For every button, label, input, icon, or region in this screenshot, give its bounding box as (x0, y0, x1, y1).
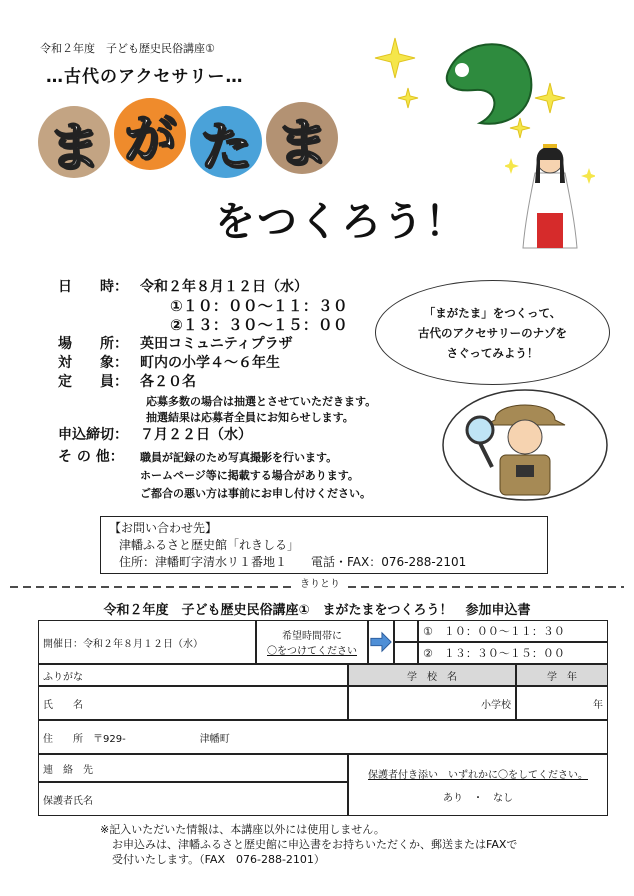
title-char-3: た (190, 106, 262, 178)
date-cell: 開催日：令和２年８月１２日（水） (38, 620, 256, 664)
contact-org: 津幡ふるさと歴史館「れきしる」 (119, 538, 300, 552)
other-note-1: 職員が記録のため写真撮影を行います。 (140, 451, 338, 464)
guardian-cell (348, 754, 608, 816)
preference-line-1: 希望時間帯に (282, 631, 342, 642)
guardian-name-field[interactable]: 保護者氏名 (38, 782, 348, 816)
furigana-field[interactable]: ふりがな (38, 664, 348, 686)
note-line-3: 受付いたします。（FAX 076-288-2101） (112, 853, 325, 866)
contact-heading: 【お問い合わせ先】 (109, 521, 218, 535)
place-value: 英田コミュニティプラザ (140, 336, 293, 352)
capacity-label: 定 員： (58, 374, 128, 390)
slot-1-check[interactable] (394, 620, 418, 642)
contact-field[interactable]: 連 絡 先 (38, 754, 348, 782)
note-line-2: お申込みは、津幡ふるさと歴史館に申込書をお持ちいただくか、郵送またはFAXで (112, 838, 518, 851)
arrow-right-icon (369, 629, 393, 655)
contact-box (100, 516, 548, 574)
target-value: 町内の小学４～６年生 (140, 355, 280, 371)
arrow-cell (368, 620, 394, 664)
school-header: 学 校 名 (348, 664, 516, 686)
preference-line-2: 〇をつけてください (267, 646, 357, 657)
school-field[interactable]: 小学校 (348, 686, 516, 720)
subtitle: …古代のアクセサリー… (46, 67, 244, 87)
preference-cell (256, 620, 368, 664)
series-title: 令和２年度 子ども歴史民俗講座① (40, 42, 215, 55)
slot-2: ② １３：３０～１５：００ (418, 642, 608, 664)
bubble-line-3: さぐってみよう！ (446, 346, 539, 360)
deadline-value: ７月２２日（水） (140, 427, 252, 443)
cut-label: きりとり (296, 575, 344, 590)
grade-field[interactable]: 年 (516, 686, 608, 720)
other-note-2: ホームページ等に掲載する場合があります。 (140, 469, 359, 482)
other-label: そ の 他： (58, 449, 124, 465)
bubble-line-2: 古代のアクセサリーのナゾを (417, 326, 568, 340)
princess-illustration (505, 138, 595, 250)
note-line-1: ※記入いただいた情報は、本講座以外には使用しません。 (100, 823, 385, 836)
date-value: 令和２年８月１２日（水） (140, 279, 308, 295)
slot-1: ① １０：００～１１：３０ (418, 620, 608, 642)
guardian-options[interactable]: あり ・ なし (443, 793, 513, 804)
name-field[interactable]: 氏 名 (38, 686, 348, 720)
bubble-line-1: 「まがたま」をつくって、 (423, 306, 562, 320)
target-label: 対 象： (58, 355, 128, 371)
deadline-label: 申込締切： (58, 427, 128, 443)
title-char-1: ま (38, 106, 110, 178)
address-label: 住 所 〒929- (43, 733, 126, 745)
address-field[interactable] (38, 720, 608, 754)
title-tail: をつくろう！ (215, 199, 467, 245)
slot-2-check[interactable] (394, 642, 418, 664)
capacity-value: 各２０名 (140, 374, 196, 390)
capacity-note-1: 応募多数の場合は抽選とさせていただきます。 (146, 395, 377, 408)
other-note-3: ご都合の悪い方は事前にお申し付けください。 (140, 487, 371, 500)
title-char-2: が (114, 98, 186, 170)
session-1: ①１０：００～１１：３０ (170, 297, 348, 315)
contact-address: 住所：津幡町字清水リ１番地１ 電話・FAX：076-288-2101 (119, 555, 467, 569)
main-title (38, 90, 338, 190)
place-label: 場 所： (58, 336, 128, 352)
session-2: ②１３：３０～１５：００ (170, 316, 348, 334)
grade-header: 学 年 (516, 664, 608, 686)
explorer-illustration (440, 385, 610, 505)
capacity-note-2: 抽選結果は応募者全員にお知らせします。 (146, 411, 354, 424)
magatama-illustration (370, 28, 570, 153)
form-notes (100, 822, 517, 867)
application-form (38, 620, 608, 816)
guardian-question: 保護者付き添い いずれかに〇をしてください。 (368, 770, 588, 781)
town-label: 津幡町 (199, 733, 230, 745)
form-title: 令和２年度 子ども歴史民俗講座① まがたまをつくろう！ 参加申込書 (103, 603, 531, 618)
title-char-4: ま (266, 102, 338, 174)
date-label: 日 時： (58, 279, 128, 295)
speech-bubble (375, 280, 610, 385)
